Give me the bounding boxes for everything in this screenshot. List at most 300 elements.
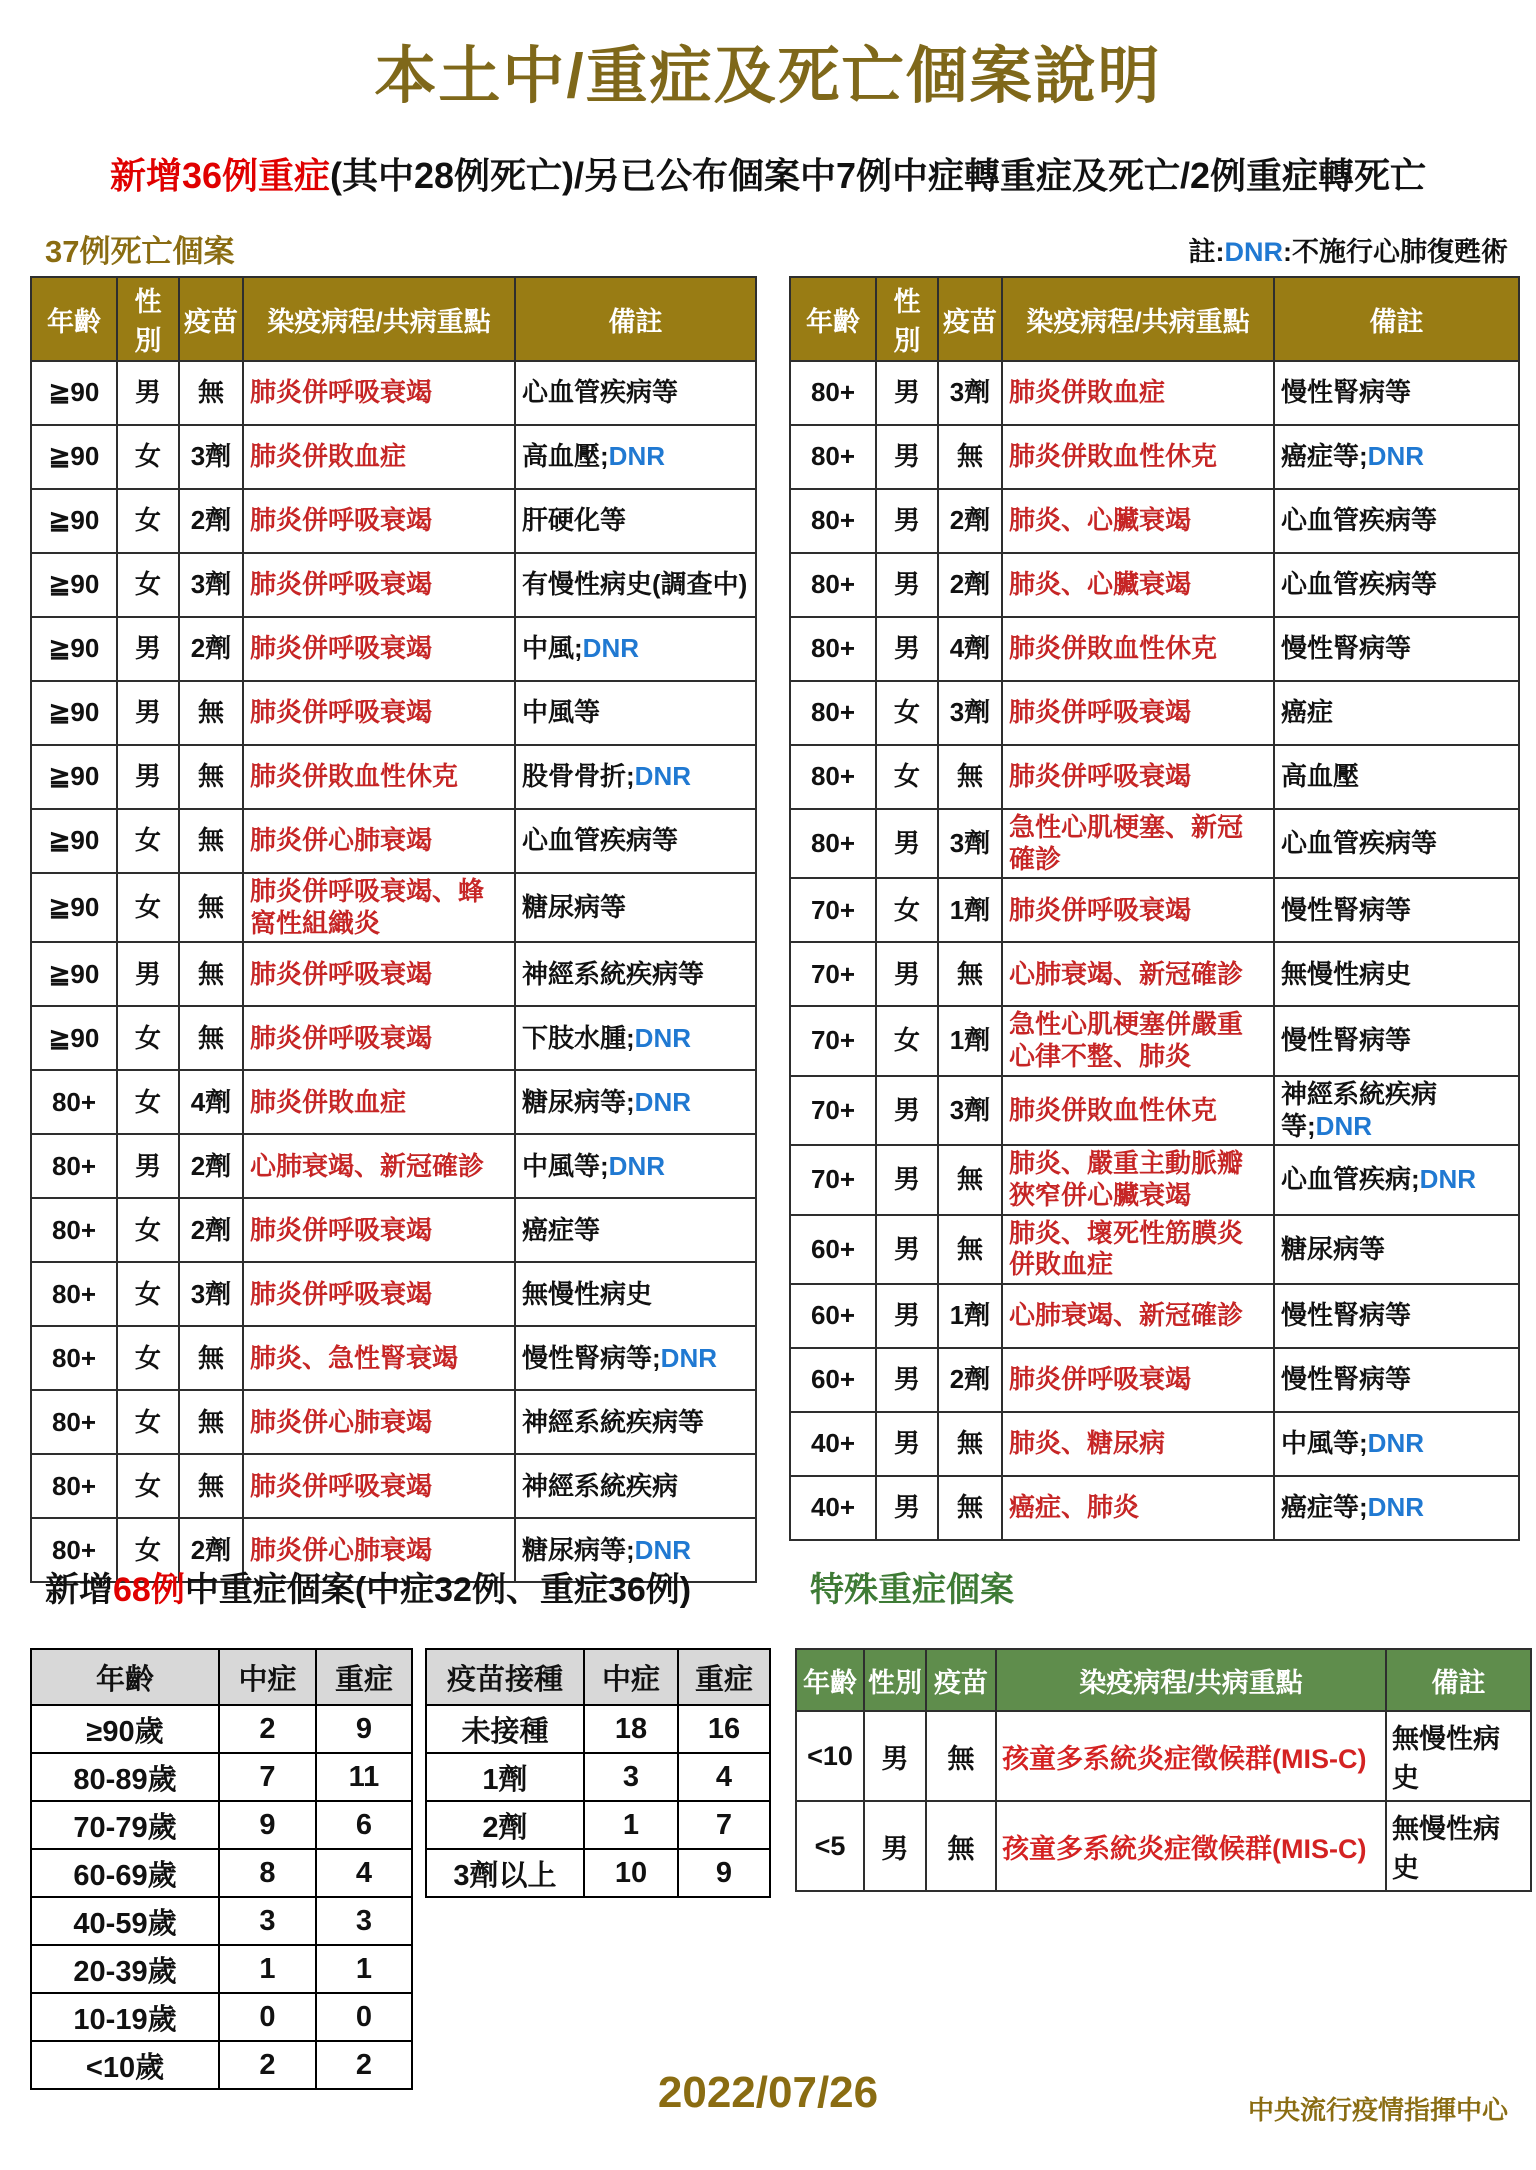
note-cell [1274,1145,1519,1214]
age-group-cell: 60-69歲 [31,1849,219,1897]
age-cell: ≧90 [31,745,117,809]
age-cell: 60+ [790,1215,876,1284]
course-cell: 急性心肌梗塞、新冠確診 [1002,809,1274,878]
header-course: 染疫病程/共病重點 [243,277,515,361]
dnr-tag: DNR [1419,1164,1477,1195]
note-cell [515,1326,756,1390]
vaccine-cell: 4劑 [938,617,1002,681]
vaccine-status-cell: 未接種 [426,1705,584,1753]
death-table-row [31,1198,756,1262]
age-cell: 40+ [790,1412,876,1476]
death-table-row [31,1070,756,1134]
age-table-row [31,1897,412,1945]
death-table-row [790,1412,1519,1476]
dnr-tag: DNR [634,761,692,792]
course-cell: 肺炎併呼吸衰竭 [243,1262,515,1326]
note-text: 糖尿病等; [522,1086,635,1117]
sex-cell: 男 [876,942,938,1006]
course-cell: 肺炎、糖尿病 [1002,1412,1274,1476]
moderate-count-cell: 7 [219,1753,316,1801]
note-cell [515,745,756,809]
death-table-row [790,681,1519,745]
sex-cell: 男 [876,425,938,489]
vaccine-table-row [426,1705,770,1753]
sex-cell: 女 [117,1326,179,1390]
course-cell: 肺炎併呼吸衰竭 [243,617,515,681]
death-table-row [790,425,1519,489]
note-cell [1274,553,1519,617]
note-text: 肝硬化等 [522,505,627,536]
vaccine-cell: 2劑 [179,1134,243,1198]
note-cell [1274,617,1519,681]
age-cell: ≧90 [31,361,117,425]
age-cell: 70+ [790,1076,876,1145]
header-moderate: 中症 [219,1649,316,1705]
age-cell: 80+ [31,1326,117,1390]
legend-dnr-label: DNR [1224,237,1283,267]
note-cell [515,1262,756,1326]
dnr-tag: DNR [608,1150,666,1181]
header-sex: 性別 [876,277,938,361]
note-text: 心血管疾病等 [522,825,679,856]
vaccine-cell: 無 [938,1412,1002,1476]
subtitle-rest: (其中28例死亡)/另已公布個案中7例中症轉重症及死亡/2例重症轉死亡 [329,155,1427,196]
note-cell [515,361,756,425]
note-text: 糖尿病等; [522,1534,635,1565]
age-cell: 80+ [790,745,876,809]
header-moderate: 中症 [584,1649,678,1705]
sex-cell: 男 [117,617,179,681]
moderate-title-highlight: 68例 [113,1571,185,1609]
dnr-tag: DNR [1367,1492,1425,1523]
note-text: 癌症等 [522,1214,601,1245]
note-cell [515,617,756,681]
sex-cell: 女 [117,1262,179,1326]
vaccine-cell: 無 [938,1145,1002,1214]
course-cell: 肺炎併呼吸衰竭 [243,1006,515,1070]
age-cell: ≧90 [31,425,117,489]
note-cell [1274,809,1519,878]
age-group-cell: 40-59歲 [31,1897,219,1945]
dnr-tag: DNR [634,1086,692,1117]
severe-count-cell: 11 [316,1753,412,1801]
course-cell: 肺炎併心肺衰竭 [243,1390,515,1454]
vaccine-cell: 無 [179,873,243,942]
death-table-row [31,1006,756,1070]
header-age: 年齡 [31,277,117,361]
note-text: 有慢性病史(調查中) [522,569,748,600]
death-table-row [31,745,756,809]
death-table-row [790,617,1519,681]
death-table-row [31,1262,756,1326]
legend-suffix: :不施行心肺復甦術 [1283,237,1508,267]
sex-cell: 男 [876,809,938,878]
sex-cell: 男 [876,489,938,553]
sex-cell: 女 [117,553,179,617]
severe-count-cell: 9 [678,1849,770,1897]
death-table-row [790,1348,1519,1412]
note-cell [1274,489,1519,553]
header-vaccine: 疫苗 [938,277,1002,361]
severe-count-cell: 1 [316,1945,412,1993]
course-cell: 肺炎併敗血症 [1002,361,1274,425]
header-age: 年齡 [796,1649,864,1711]
page-title: 本土中/重症及死亡個案說明 [374,42,1162,111]
vaccine-cell: 無 [179,361,243,425]
course-cell: 肺炎併呼吸衰竭 [1002,745,1274,809]
death-table-row [31,489,756,553]
note-text: 高血壓 [1281,761,1360,792]
note-cell [515,1390,756,1454]
vaccine-cell: 2劑 [179,1198,243,1262]
moderate-count-cell: 3 [219,1897,316,1945]
vaccine-table-row [426,1849,770,1897]
vaccine-cell: 3劑 [938,809,1002,878]
note-text: 癌症等; [1281,441,1368,472]
course-cell: 肺炎併心肺衰竭 [243,809,515,873]
course-cell: 肺炎併敗血性休克 [1002,1076,1274,1145]
vaccine-cell: 無 [179,809,243,873]
death-table-row [790,553,1519,617]
note-text: 慢性腎病等 [1281,1364,1412,1395]
course-cell: 心肺衰竭、新冠確診 [1002,1284,1274,1348]
vaccine-cell: 3劑 [938,1076,1002,1145]
course-cell: 肺炎併呼吸衰竭 [1002,1348,1274,1412]
course-cell: 肺炎、心臟衰竭 [1002,489,1274,553]
header-age-group: 年齡 [31,1649,219,1705]
note-text: 神經系統疾病 [522,1470,679,1501]
header-note: 備註 [515,277,756,361]
deaths-section-title: 37例死亡個案 [45,234,235,269]
sex-cell: 女 [117,873,179,942]
age-group-cell: 80-89歲 [31,1753,219,1801]
header-sex: 性別 [864,1649,926,1711]
death-table-row [790,942,1519,1006]
dnr-tag: DNR [608,441,666,472]
course-cell: 肺炎、壞死性筋膜炎併敗血症 [1002,1215,1274,1284]
special-cases-table [795,1648,1532,1892]
note-text: 神經系統疾病等 [522,958,705,989]
note-text: 慢性腎病等 [1281,377,1412,408]
vaccine-cell: 3劑 [938,361,1002,425]
course-cell: 肺炎併呼吸衰竭 [1002,878,1274,942]
age-cell: 40+ [790,1476,876,1540]
note-cell [515,1006,756,1070]
special-section-title: 特殊重症個案 [810,1571,1014,1609]
note-text: 神經系統疾病等; [1281,1078,1438,1141]
age-cell: 80+ [790,425,876,489]
death-table-row [31,1390,756,1454]
dnr-tag: DNR [634,1534,692,1565]
dnr-tag: DNR [1315,1110,1373,1141]
sex-cell: 女 [117,489,179,553]
note-cell [1274,942,1519,1006]
age-cell: ≧90 [31,617,117,681]
note-text: 慢性腎病等 [1281,633,1412,664]
moderate-count-cell: 0 [219,1993,316,2041]
dnr-tag: DNR [582,633,640,664]
age-cell: 80+ [31,1390,117,1454]
dnr-legend [1189,230,1509,269]
note-text: 股骨骨折; [522,761,635,792]
note-cell [1274,1412,1519,1476]
vaccine-cell: 無 [179,1326,243,1390]
sex-cell: 男 [876,1284,938,1348]
note-text: 下肢水腫; [522,1022,635,1053]
note-cell [515,873,756,942]
note-cell [1274,681,1519,745]
course-cell: 肺炎併敗血症 [243,1070,515,1134]
severe-count-cell: 3 [316,1897,412,1945]
note-cell [1274,361,1519,425]
note-cell [1274,1076,1519,1145]
note-cell [515,425,756,489]
age-cell: 80+ [31,1198,117,1262]
moderate-count-cell: 10 [584,1849,678,1897]
header-vaccine: 疫苗 [926,1649,996,1711]
legend-prefix: 註: [1188,237,1225,267]
age-cell: 70+ [790,1006,876,1075]
note-text: 心血管疾病; [1281,1164,1420,1195]
note-cell [515,1134,756,1198]
age-cell: 70+ [790,1145,876,1214]
header-vaccine-status: 疫苗接種 [426,1649,584,1705]
footer-date: 2022/07/26 [657,2068,879,2117]
death-table-row [31,942,756,1006]
vaccine-cell: 無 [179,1006,243,1070]
age-cell: ≧90 [31,681,117,745]
sex-cell: 女 [117,1390,179,1454]
severe-count-cell: 4 [316,1849,412,1897]
sex-cell: 男 [864,1801,926,1891]
age-cell: 80+ [790,553,876,617]
note-cell [1274,1006,1519,1075]
course-cell: 肺炎併敗血症 [243,425,515,489]
note-text: 心血管疾病等 [1281,569,1438,600]
sex-cell: 女 [876,878,938,942]
vaccine-cell: 無 [179,681,243,745]
course-cell: 孩童多系統炎症徵候群(MIS-C) [996,1801,1386,1891]
course-cell: 肺炎併呼吸衰竭 [1002,681,1274,745]
course-cell: 癌症、肺炎 [1002,1476,1274,1540]
age-group-cell: 10-19歲 [31,1993,219,2041]
age-cell: 80+ [790,489,876,553]
moderate-count-cell: 1 [219,1945,316,1993]
note-text: 無慢性病史 [522,1278,653,1309]
age-cell: ≧90 [31,553,117,617]
sex-cell: 女 [876,745,938,809]
age-cell: <5 [796,1801,864,1891]
age-group-cell: ≥90歲 [31,1705,219,1753]
note-cell [515,681,756,745]
death-table-row [790,489,1519,553]
note-cell [1274,745,1519,809]
vaccine-cell: 無 [926,1711,996,1801]
severe-count-cell: 2 [316,2041,412,2089]
sex-cell: 男 [117,361,179,425]
sex-cell: 女 [117,809,179,873]
sex-cell: 男 [876,617,938,681]
sex-cell: 男 [876,1412,938,1476]
vaccine-cell: 無 [938,1476,1002,1540]
dnr-tag: DNR [660,1342,718,1373]
header-course: 染疫病程/共病重點 [1002,277,1274,361]
note-text: 糖尿病等 [522,891,627,922]
note-cell [515,489,756,553]
death-table-row [790,878,1519,942]
death-table-row [31,1326,756,1390]
note-cell [1274,878,1519,942]
death-table-row [790,1476,1519,1540]
note-cell [1274,1284,1519,1348]
severe-count-cell: 0 [316,1993,412,2041]
severe-count-cell: 16 [678,1705,770,1753]
age-group-cell: 20-39歲 [31,1945,219,1993]
sex-cell: 女 [876,681,938,745]
vaccine-cell: 無 [938,942,1002,1006]
course-cell: 肺炎併呼吸衰竭 [243,681,515,745]
note-cell [515,942,756,1006]
vaccine-cell: 2劑 [179,489,243,553]
note-text: 中風等 [522,697,601,728]
age-cell: ≧90 [31,873,117,942]
header-severe: 重症 [316,1649,412,1705]
sex-cell: 男 [876,553,938,617]
sex-cell: 女 [117,1198,179,1262]
age-cell: 60+ [790,1284,876,1348]
header-age: 年齡 [790,277,876,361]
course-cell: 肺炎併呼吸衰竭 [243,361,515,425]
course-cell: 孩童多系統炎症徵候群(MIS-C) [996,1711,1386,1801]
vaccine-cell: 2劑 [938,489,1002,553]
severe-count-cell: 9 [316,1705,412,1753]
moderate-count-cell: 9 [219,1801,316,1849]
age-cell: ≧90 [31,942,117,1006]
course-cell: 心肺衰竭、新冠確診 [243,1134,515,1198]
sex-cell: 男 [876,1215,938,1284]
vaccine-cell: 無 [938,425,1002,489]
sex-cell: 男 [876,361,938,425]
note-text: 癌症等; [1281,1492,1368,1523]
death-table-row [31,553,756,617]
vaccine-table-row [426,1753,770,1801]
death-table-row [790,809,1519,878]
vaccine-cell: 無 [179,1390,243,1454]
age-cell: 80+ [31,1134,117,1198]
course-cell: 肺炎併呼吸衰竭 [243,1454,515,1518]
age-table-header [31,1649,412,1705]
moderate-count-cell: 2 [219,1705,316,1753]
moderate-title-prefix: 新增 [45,1571,113,1609]
course-cell: 肺炎併呼吸衰竭 [243,489,515,553]
header-sex: 性別 [117,277,179,361]
vaccine-cell: 2劑 [938,553,1002,617]
sex-cell: 男 [117,745,179,809]
course-cell: 心肺衰竭、新冠確診 [1002,942,1274,1006]
age-table-row [31,1801,412,1849]
special-table-header [796,1649,1531,1711]
note-cell [515,809,756,873]
severe-count-cell: 6 [316,1801,412,1849]
death-table-row [31,425,756,489]
vaccine-cell: 2劑 [179,617,243,681]
age-cell: 80+ [31,1454,117,1518]
age-cell: <10 [796,1711,864,1801]
dnr-tag: DNR [1367,441,1425,472]
severe-count-cell: 7 [678,1801,770,1849]
vaccine-distribution-table [425,1648,771,1898]
death-table-left [30,276,757,1583]
age-table-row [31,1753,412,1801]
death-table-left-header [31,277,756,361]
death-table-row [790,745,1519,809]
note-text: 慢性腎病等; [522,1342,661,1373]
note-text: 心血管疾病等 [1281,827,1438,858]
subtitle-highlight: 新增36例重症 [109,155,330,196]
age-group-cell: 70-79歲 [31,1801,219,1849]
dnr-tag: DNR [634,1022,692,1053]
age-cell: 70+ [790,878,876,942]
note-cell [1274,1215,1519,1284]
vaccine-cell: 3劑 [938,681,1002,745]
vaccine-cell: 無 [179,745,243,809]
note-text: 糖尿病等 [1281,1233,1386,1264]
vaccine-cell: 4劑 [179,1070,243,1134]
death-table-row [790,1006,1519,1075]
age-cell: 60+ [790,1348,876,1412]
age-distribution-table [30,1648,413,2090]
dnr-tag: DNR [1367,1428,1425,1459]
note-text: 慢性腎病等 [1281,894,1412,925]
header-vaccine: 疫苗 [179,277,243,361]
vaccine-cell: 1劑 [938,1006,1002,1075]
note-text: 中風等; [1281,1428,1368,1459]
moderate-count-cell: 3 [584,1753,678,1801]
header-note: 備註 [1274,277,1519,361]
vaccine-cell: 2劑 [179,1518,243,1582]
death-table-row [31,1454,756,1518]
vaccine-table-header [426,1649,770,1705]
vaccine-cell: 1劑 [938,878,1002,942]
death-table-row [790,1215,1519,1284]
age-cell: 80+ [790,617,876,681]
sex-cell: 男 [876,1145,938,1214]
note-text: 無慢性病史 [1281,958,1412,989]
age-cell: 80+ [790,681,876,745]
sex-cell: 女 [117,1454,179,1518]
age-group-cell: <10歲 [31,2041,219,2089]
note-text: 中風; [522,633,583,664]
note-text: 神經系統疾病等 [522,1406,705,1437]
vaccine-table-row [426,1801,770,1849]
note-cell [515,1198,756,1262]
vaccine-cell: 無 [179,1454,243,1518]
note-cell [515,1454,756,1518]
death-table-row [31,873,756,942]
moderate-section-title [45,1562,691,1611]
course-cell: 急性心肌梗塞併嚴重心律不整、肺炎 [1002,1006,1274,1075]
header-course: 染疫病程/共病重點 [996,1649,1386,1711]
vaccine-status-cell: 3劑以上 [426,1849,584,1897]
course-cell: 肺炎併敗血性休克 [243,745,515,809]
sex-cell: 男 [876,1476,938,1540]
note-text: 癌症 [1281,697,1334,728]
course-cell: 肺炎併呼吸衰竭 [243,1198,515,1262]
vaccine-cell: 無 [179,942,243,1006]
sex-cell: 男 [864,1711,926,1801]
sex-cell: 男 [876,1348,938,1412]
vaccine-status-cell: 1劑 [426,1753,584,1801]
